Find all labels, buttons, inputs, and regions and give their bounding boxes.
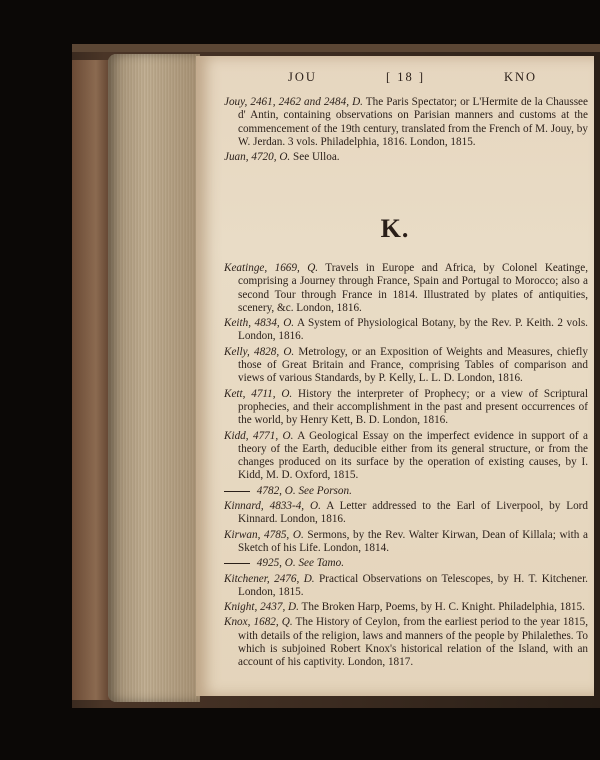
catalog-entry: Kirwan, 4785, O. Sermons, by the Rev. Walter Kirwan, Dean of Killala; with a Sketch of his Life. London, 1814. [224, 528, 588, 554]
book-spine [72, 60, 112, 700]
catalog-entry: Kinnard, 4833-4, O. A Letter addressed to the Earl of Liverpool, by Lord Kinnard. London, 1816. [224, 500, 588, 526]
catalog-entry: Kelly, 4828, O. Metrology, or an Exposition of Weights and Measures, chiefly those of Great Britain and France, comprising Tables of comparison and views of various Standards, by P. Kelly, L. L. D. London, 1816. [224, 345, 588, 385]
ditto-dash [224, 563, 250, 564]
catalog-entry: Knox, 1682, Q. The History of Ceylon, from the earliest period to the year 1815, with details of the religion, laws and manners of the people by Philalethes. To which is subjoined Robert Knox's historical relation of the Island, with an account of his captivity. London, 1817. [224, 616, 588, 669]
book-cover-edge [72, 44, 600, 52]
page-number: [ 18 ] [386, 70, 426, 84]
catalog-entry: Kidd, 4771, O. A Geological Essay on the imperfect evidence in support of a theory of the Earth, deducible either from its general structure, or from the changes produced on its surface by the operation of existing causes, by I. Kidd, M. D. Oxford, 1815. [224, 429, 588, 482]
running-head-left: JOU [288, 70, 317, 84]
running-head [196, 70, 594, 88]
page-edges [108, 54, 200, 702]
catalog-entry: Keatinge, 1669, Q. Travels in Europe and Africa, by Colonel Keatinge, comprising a Journey through France, Spain and Portugal to Morocco; also a second Tour through France in 1814. Illustrated by plates of antiquities, scenery, &c. London, 1816. [224, 262, 588, 314]
catalog-entry: Keith, 4834, O. A System of Physiological Botany, by the Rev. P. Keith. 2 vols. London, 1816. [224, 317, 588, 343]
entries-top [224, 96, 588, 166]
section-letter: K. [380, 214, 410, 243]
catalog-entry-ditto: 4925, O. See Tamo. [224, 557, 588, 570]
catalog-entry: Kitchener, 2476, D. Practical Observations on Telescopes, by H. T. Kitchener. London, 1815. [224, 572, 588, 598]
catalog-entry: Kett, 4711, O. History the interpreter of Prophecy; or a view of Scriptural prophecies, and their accomplishment in the past and present occurrences of the world, by Henry Kett, B. D. London, 1816. [224, 387, 588, 427]
entries-k [224, 262, 588, 672]
catalog-entry: Juan, 4720, O. See Ulloa. [224, 151, 340, 164]
running-head-right: KNO [504, 70, 538, 84]
catalog-entry-ditto: 4782, O. See Porson. [224, 485, 588, 498]
catalog-page [196, 56, 594, 696]
ditto-dash [224, 491, 250, 492]
catalog-entry: Knight, 2437, D. The Broken Harp, Poems, by H. C. Knight. Philadelphia, 1815. [224, 601, 585, 614]
catalog-entry: Jouy, 2461, 2462 and 2484, D. The Paris Spectator; or L'Hermite de la Chaussee d' Antin, containing observations on Parisian manners and customs at the commencement of the 19th century, translated from the French of M. Jouy, by W. Jerdan. 3 vols. Philadelphia, 1816. London, 1815. [224, 96, 588, 148]
